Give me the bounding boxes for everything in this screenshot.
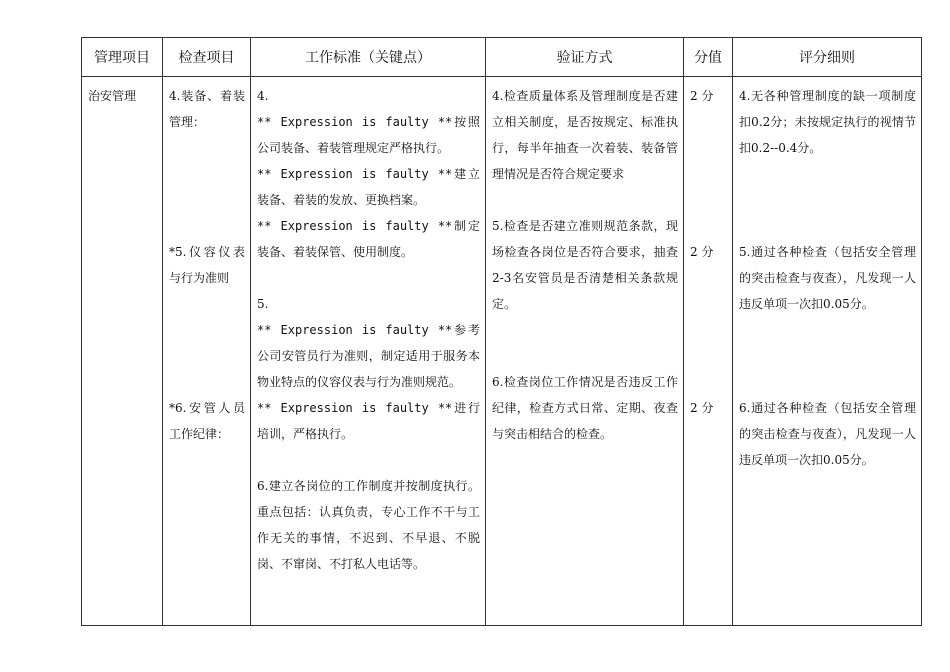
standard-4-3-text: 制定装备、着装保管、使用制度。 — [257, 219, 480, 259]
method-6: 6.检查岗位工作情况是否违反工作纪律，检查方式日常、定期、夜查与突击相结合的检查。 — [492, 375, 678, 441]
standard-5-1 — [257, 317, 480, 395]
detail-5: 5.通过各种检查（包括安全管理的突击检查与夜查），凡发现一人违反单项一次扣0.05分。 — [739, 245, 916, 311]
detail-4: 4.无各种管理制度的缺一项制度扣0.2分；未按规定执行的视情节扣0.2--0.4分。 — [739, 89, 916, 155]
header-work-standard: 工作标准（关键点） — [251, 38, 486, 77]
check-item-5: *5.仪容仪表与行为准则 — [169, 245, 245, 285]
standard-4-2-text: 建立装备、着装的发放、更换档案。 — [257, 167, 480, 207]
header-check-item: 检查项目 — [163, 38, 251, 77]
detail-6: 6.通过各种检查（包括安全管理的突击检查与夜查），凡发现一人违反单项一次扣0.05分。 — [739, 401, 916, 467]
header-mgmt-item: 管理项目 — [82, 38, 163, 77]
expression-faulty-marker: ** Expression is faulty ** — [257, 219, 453, 233]
standard-4-2 — [257, 161, 480, 213]
expression-faulty-marker: ** Expression is faulty ** — [257, 401, 453, 415]
method-4: 4.检查质量体系及管理制度是否建立相关制度，是否按规定、标准执行，每半年抽查一次着装、装备管理情况是否符合规定要求 — [492, 89, 678, 181]
score-4: 2 分 — [690, 89, 714, 103]
header-row — [82, 38, 922, 77]
check-item-4: 4.装备、着装管理： — [169, 89, 245, 129]
score-cell — [684, 77, 733, 626]
standard-4-3 — [257, 213, 480, 265]
score-5: 2 分 — [690, 245, 714, 259]
expression-faulty-marker: ** Expression is faulty ** — [257, 323, 453, 337]
header-verification-method: 验证方式 — [486, 38, 684, 77]
expression-faulty-marker: ** Expression is faulty ** — [257, 167, 453, 181]
work-standard-cell — [251, 77, 486, 626]
verification-method-cell — [486, 77, 684, 626]
header-score: 分值 — [684, 38, 733, 77]
table-row — [82, 77, 922, 626]
standard-5-2-text: 进行培训，严格执行。 — [257, 401, 480, 441]
check-item-6: *6.安管人员工作纪律： — [169, 401, 245, 441]
check-item-cell — [163, 77, 251, 626]
standard-4-1-text: 按照公司装备、着装管理规定严格执行。 — [257, 115, 480, 155]
mgmt-item-cell — [82, 77, 163, 626]
expression-faulty-marker: ** Expression is faulty ** — [257, 115, 453, 129]
inspection-table — [81, 37, 922, 626]
standard-4-1 — [257, 109, 480, 161]
mgmt-item-text: 治安管理 — [88, 89, 137, 103]
standard-5-1-text: 参考公司安管员行为准则，制定适用于服务本物业特点的仪容仪表与行为准则规范。 — [257, 323, 480, 389]
standard-6: 6.建立各岗位的工作制度并按制度执行。重点包括：认真负责，专心工作不干与工作无关的事情，不迟到、不早退、不脱岗、不窜岗、不打私人电话等。 — [257, 479, 480, 571]
method-5: 5.检查是否建立准则规范条款，现场检查各岗位是否符合要求，抽查2-3名安管员是否清楚相关条款规定。 — [492, 219, 678, 311]
scoring-detail-cell — [733, 77, 922, 626]
standard-5-2 — [257, 395, 480, 447]
standard-5-heading: 5. — [257, 297, 269, 311]
standard-4-heading: 4. — [257, 89, 269, 103]
score-6: 2 分 — [690, 401, 714, 415]
header-scoring-detail: 评分细则 — [733, 38, 922, 77]
